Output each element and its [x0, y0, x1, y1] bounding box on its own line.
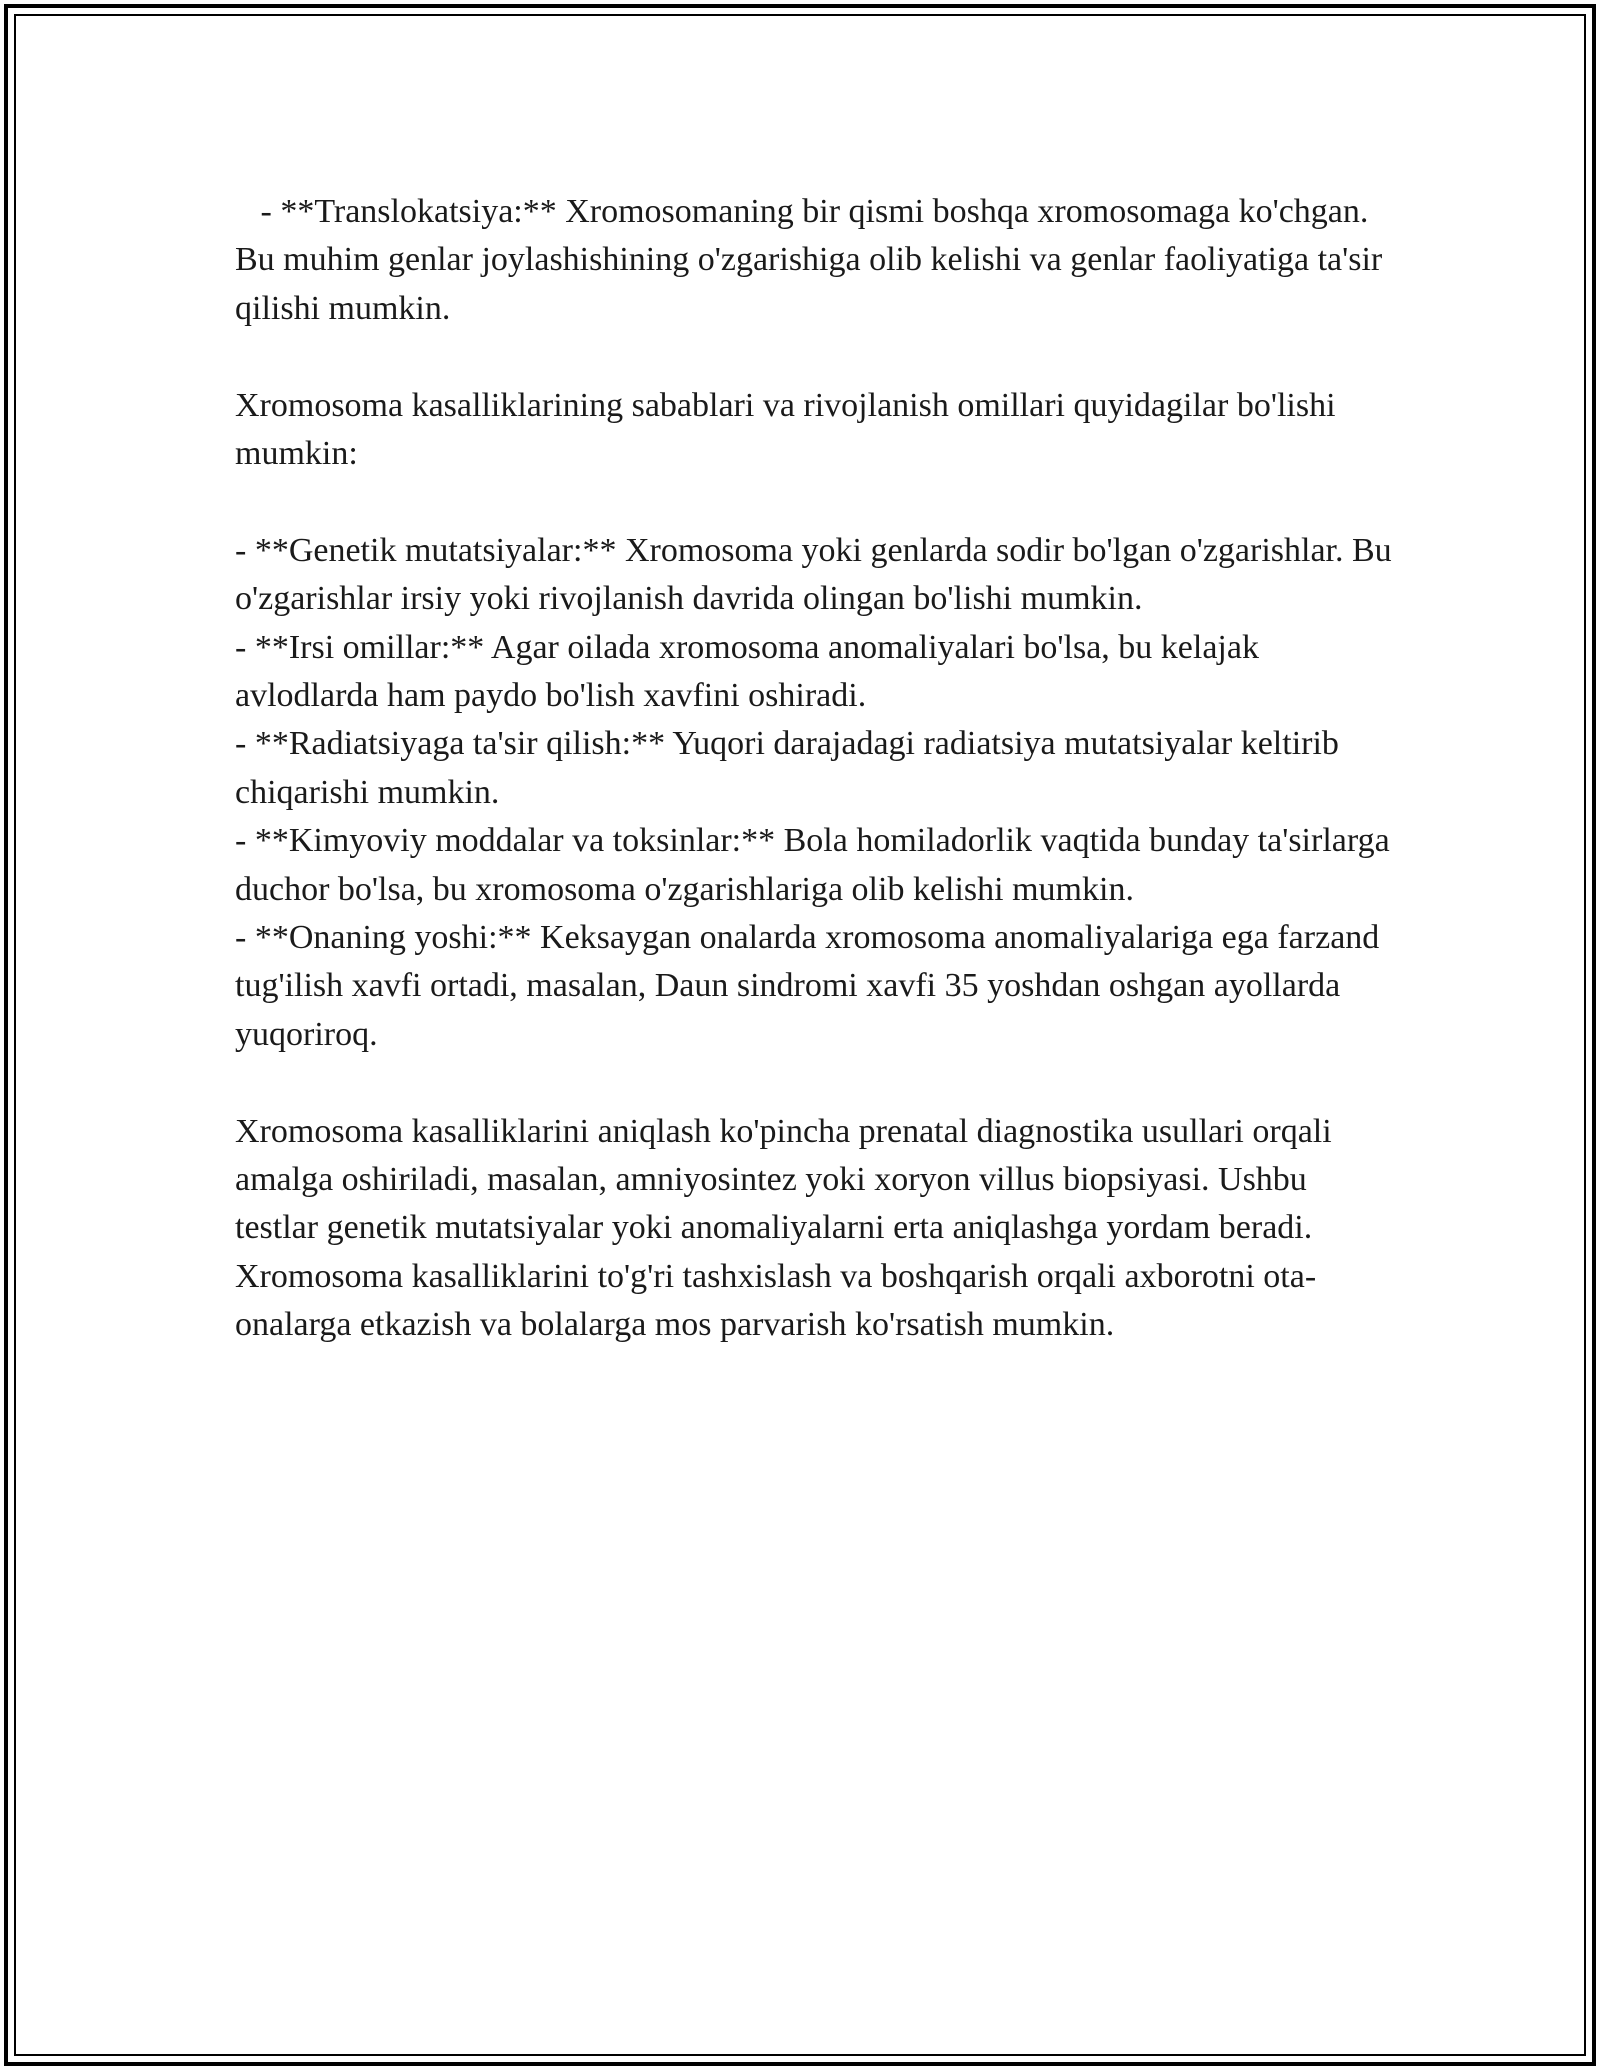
paragraph-diagnosis: Xromosoma kasalliklarini aniqlash ko'pincha prenatal diagnostika usullari orqali amalga oshiriladi, masalan, amniyosintez yoki xoryon villus biopsiyasi. Ushbu testlar genetik mutatsiyalar yoki anomaliyalarni erta aniqlashga yordam beradi. Xromosoma kasalliklarini to'g'ri tashxislash va boshqarish orqali axborotni ota-onalarga etkazish va bolalarga mos parvarish ko'rsatish mumkin. [235, 1112, 1341, 1344]
paragraph-causes-intro: Xromosoma kasalliklarining sabablari va rivojlanish omillari quyidagilar bo'lishi mumkin: [235, 386, 1345, 473]
paragraph-spacer [235, 478, 1395, 526]
paragraph-causes-list: - **Genetik mutatsiyalar:** Xromosoma yoki genlarda sodir bo'lgan o'zgarishlar. Bu o'zgarishlar irsiy yoki rivojlanish davrida olingan bo'lishi mumkin. - **Irsi omillar:** Agar oilada xromosoma anomaliyalari bo'lsa, bu kelajak avlodlarda ham paydo bo'lish xavfini oshiradi. - **Radiatsiyaga ta'sir qilish:** Yuqori darajadagi radiatsiya mutatsiyalar keltirib chiqarishi mumkin. - **Kimyoviy moddalar va toksinlar:** Bola homiladorlik vaqtida bunday ta'sirlarga duchor bo'lsa, bu xromosoma o'zgarishlariga olib kelishi mumkin. - **Onaning yoshi:** Keksaygan onalarda xromosoma anomaliyalariga ega farzand tug'ilish xavfi ortadi, masalan, Daun sindromi xavfi 35 yoshdan oshgan ayollarda yuqoriroq. [235, 531, 1392, 1053]
paragraph-translocation: - **Translokatsiya:** Xromosomaning bir qismi boshqa xromosomaga ko'chgan. Bu muhim genlar joylashishining o'zgarishiga olib kelishi va genlar faoliyatiga ta'sir qilishi mumkin. [235, 193, 1391, 327]
paragraph-spacer [235, 333, 1395, 381]
paragraph-spacer [235, 1059, 1395, 1107]
document-body [235, 188, 1395, 1350]
